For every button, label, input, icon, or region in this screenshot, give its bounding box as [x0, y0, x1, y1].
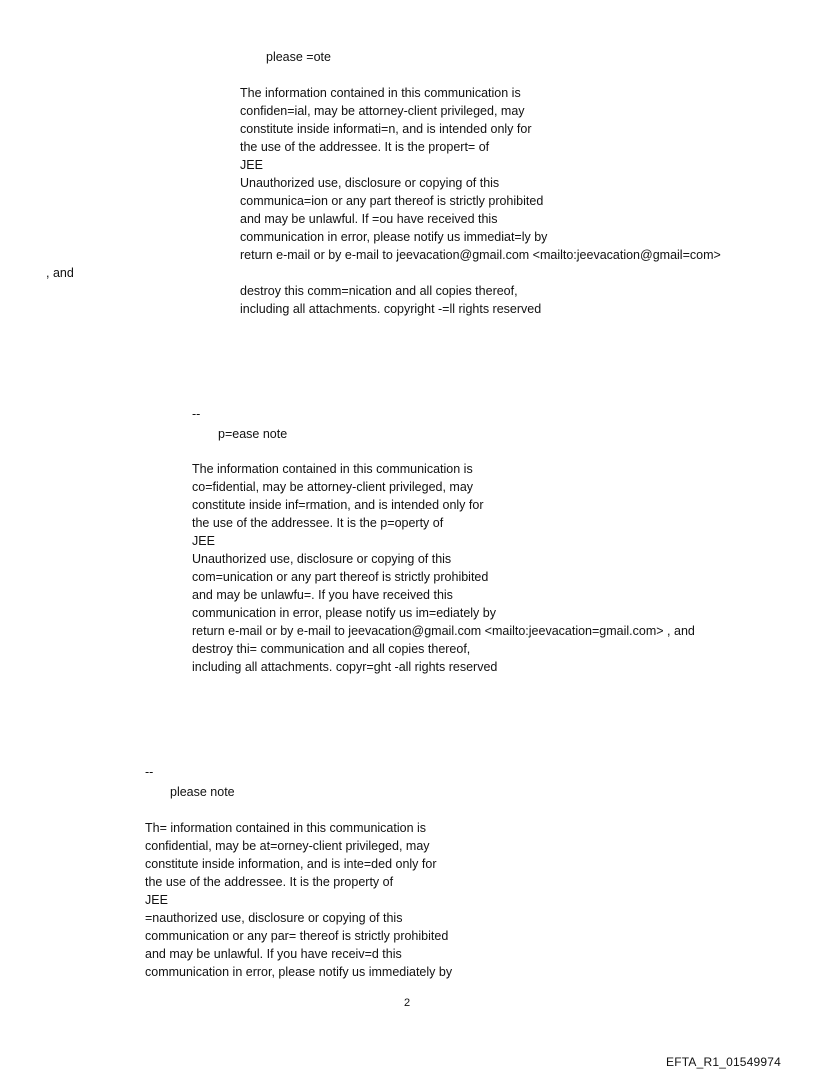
notice-line: confidential, may be at=orney-client privileged, may	[145, 839, 430, 853]
notice-line: destroy this comm=nication and all copies thereof,	[240, 284, 518, 298]
notice-line: including all attachments. copyr=ght -all rights reserved	[192, 660, 498, 674]
notice-line: communication in error, please notify us immediat=ly by	[240, 230, 548, 244]
notice-line: com=unication or any part thereof is strictly prohibited	[192, 570, 489, 584]
notice-line: Unauthorized use, disclosure or copying of this	[192, 552, 452, 566]
notice-line: the use of the addressee. It is the property of	[145, 875, 394, 889]
notice-line: Unauthorized use, disclosure or copying of this	[240, 176, 500, 190]
notice-line: return e-mail or by e-mail to jeevacation@gmail.com <mailto:jeevacation@gmail=com>	[240, 248, 721, 262]
notice-line: and may be unlawful. If =ou have received this	[240, 212, 498, 226]
notice-line: Th= information contained in this communication is	[145, 821, 427, 835]
notice-line: co=fidential, may be attorney-client privileged, may	[192, 480, 474, 494]
notice-line: including all attachments. copyright -=ll rights reserved	[240, 302, 542, 316]
notice-line: The information contained in this communication is	[192, 462, 473, 476]
notice-heading: p=ease note	[218, 427, 288, 441]
notice-line: return e-mail or by e-mail to jeevacation@gmail.com <mailto:jeevacation=gmail.com> , and	[192, 624, 695, 638]
notice-line: The information contained in this communication is	[240, 86, 521, 100]
notice-line: =nauthorized use, disclosure or copying of this	[145, 911, 403, 925]
notice-line: communica=ion or any part thereof is strictly prohibited	[240, 194, 544, 208]
separator: --	[145, 765, 154, 779]
notice-line: communication in error, please notify us im=ediately by	[192, 606, 496, 620]
notice-line: constitute inside informati=n, and is intended only for	[240, 122, 532, 136]
notice-line: the use of the addressee. It is the propert= of	[240, 140, 490, 154]
notice-heading: please note	[170, 785, 235, 799]
notice-line: confiden=ial, may be attorney-client privileged, may	[240, 104, 525, 118]
notice-line: constitute inside inf=rmation, and is intended only for	[192, 498, 484, 512]
notice-line: the use of the addressee. It is the p=operty of	[192, 516, 444, 530]
notice-line: JEE	[240, 158, 263, 172]
separator: --	[192, 407, 201, 421]
notice-line: communication in error, please notify us immediately by	[145, 965, 453, 979]
notice-line: JEE	[145, 893, 168, 907]
notice-heading: please =ote	[266, 50, 331, 64]
notice-wrap-fragment: , and	[46, 266, 74, 280]
notice-line: communication or any par= thereof is strictly prohibited	[145, 929, 449, 943]
notice-line: JEE	[192, 534, 215, 548]
page-number: 2	[404, 997, 411, 1009]
document-id: EFTA_R1_01549974	[666, 1055, 782, 1069]
notice-line: constitute inside information, and is inte=ded only for	[145, 857, 437, 871]
notice-line: destroy thi= communication and all copies thereof,	[192, 642, 471, 656]
notice-line: and may be unlawfu=. If you have received this	[192, 588, 453, 602]
notice-line: and may be unlawful. If you have receiv=d this	[145, 947, 402, 961]
